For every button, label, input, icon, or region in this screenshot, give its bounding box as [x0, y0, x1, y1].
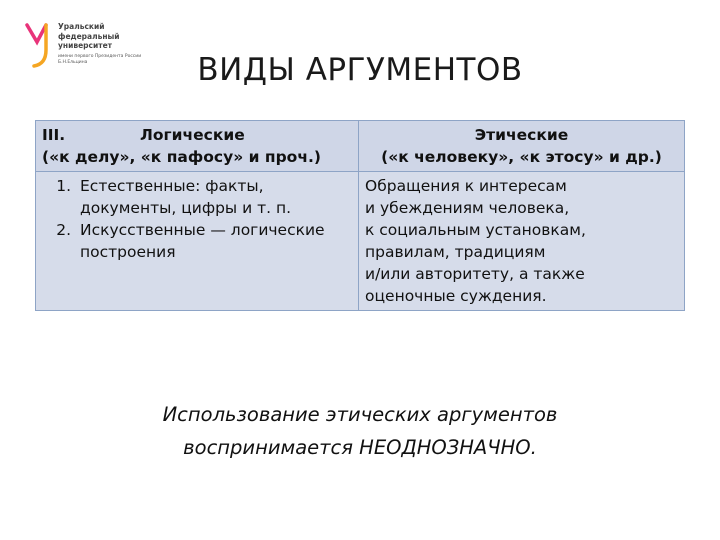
- section-number: III.: [42, 126, 66, 144]
- logical-list: [42, 175, 352, 263]
- header-ethical-detail: («к человеку», «к этосу» и др.): [381, 148, 662, 166]
- header-ethical-name: Этические: [474, 126, 569, 144]
- note-line: Использование этических аргументов: [162, 403, 558, 426]
- table-header-row: [36, 121, 685, 172]
- header-cell-logical: [36, 121, 359, 172]
- header-logical-detail: («к делу», «к пафосу» и проч.): [42, 148, 321, 166]
- ethical-line: к социальным установкам,: [365, 221, 586, 239]
- arguments-table: [35, 120, 685, 311]
- logo-line: университет: [58, 41, 113, 50]
- logo-wordmark: [58, 22, 120, 51]
- header-logical-name: Логические: [140, 126, 245, 144]
- logo-line: федеральный: [58, 31, 120, 41]
- logical-cell: [36, 172, 359, 311]
- ethical-line: Обращения к интересам: [365, 177, 567, 195]
- ethical-line: оценочные суждения.: [365, 287, 547, 305]
- header-cell-ethical: [359, 121, 685, 172]
- note-line: воспринимается НЕОДНОЗНАЧНО.: [183, 436, 537, 459]
- ethical-line: правилам, традициям: [365, 243, 546, 261]
- table-body-row: [36, 172, 685, 311]
- list-item: 2. Искусственные — логические построения: [76, 219, 352, 263]
- conclusion-note: [0, 398, 720, 464]
- list-item: 1. Естественные: факты, документы, цифры и т. п.: [76, 175, 352, 219]
- logo-line: Уральский: [58, 22, 105, 31]
- ethical-line: и убеждениям человека,: [365, 199, 570, 217]
- page-title: ВИДЫ АРГУМЕНТОВ: [197, 52, 523, 88]
- logo-subtitle: имени первого Президента России Б.Н.Ельцина: [58, 54, 142, 65]
- ethical-cell: [359, 172, 685, 311]
- ethical-line: и/или авторитету, а также: [365, 265, 585, 283]
